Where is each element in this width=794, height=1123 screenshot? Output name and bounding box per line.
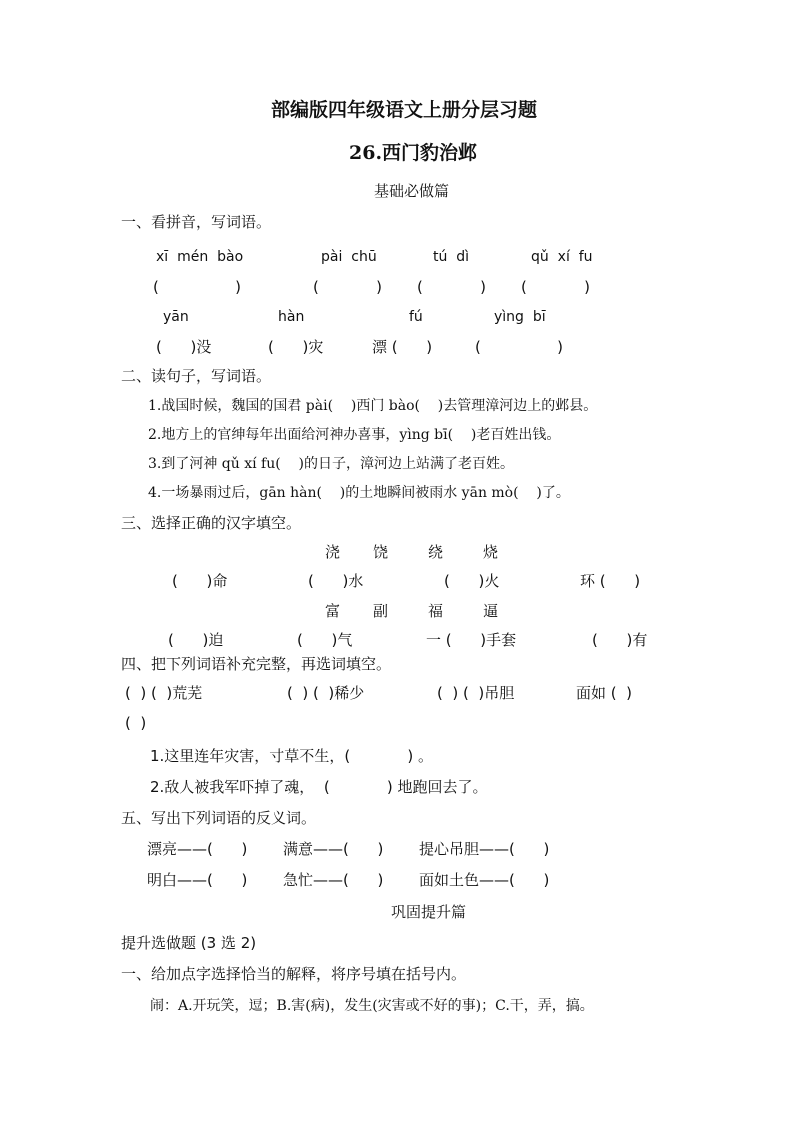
section-1-heading: 一、看拼音，写词语。 bbox=[121, 213, 272, 231]
sentence-item: 1.战国时候，魏国的国君 pài( )西门 bào( )去管理漳河边上的邺县。 bbox=[148, 398, 598, 414]
char-choice: 烧 bbox=[483, 543, 499, 561]
answer-blank[interactable]: ( )没 bbox=[156, 338, 212, 356]
sentence-item: 3.到了河神 qǔ xí fu( )的日子，漳河边上站满了老百姓。 bbox=[148, 456, 514, 472]
pinyin-row-2-item: hàn bbox=[278, 309, 305, 325]
pinyin-row-1-item: pài chū bbox=[321, 249, 377, 265]
char-choice: 副 bbox=[373, 602, 389, 620]
answer-blank[interactable]: ( )命 bbox=[172, 572, 228, 590]
level-improve-heading: 巩固提升篇 bbox=[391, 903, 467, 921]
idiom-blank[interactable]: ( ) ( )荒芜 bbox=[125, 684, 203, 702]
pinyin-row-2-item: fú bbox=[409, 309, 423, 325]
answer-blank[interactable]: ( ) bbox=[313, 278, 382, 296]
answer-blank[interactable]: 一 ( )手套 bbox=[426, 631, 517, 649]
answer-blank[interactable]: ( )水 bbox=[308, 572, 364, 590]
sentence-item: 2.地方上的官绅每年出面给河神办喜事，yìng bī( )老百姓出钱。 bbox=[148, 427, 561, 443]
fill-sentence: 2.敌人被我军吓掉了魂， ( ) 地跑回去了。 bbox=[150, 778, 488, 796]
idiom-blank[interactable]: 面如 ( ) bbox=[576, 684, 633, 702]
improve-definition: 闹：A.开玩笑，逗；B.害(病)，发生(灾害或不好的事)；C.干，弄，搞。 bbox=[150, 998, 594, 1014]
answer-blank[interactable]: 环 ( ) bbox=[580, 572, 641, 590]
antonym-item[interactable]: 满意——( ) bbox=[283, 840, 384, 858]
improve-question-1: 一、给加点字选择恰当的解释，将序号填在括号内。 bbox=[121, 965, 467, 983]
answer-blank[interactable]: 漂 ( ) bbox=[372, 338, 433, 356]
char-choice: 浇 bbox=[325, 543, 341, 561]
section-5-heading: 五、写出下列词语的反义词。 bbox=[121, 809, 317, 827]
section-3-heading: 三、选择正确的汉字填空。 bbox=[121, 514, 302, 532]
improve-heading: 提升选做题 (3 选 2) bbox=[121, 934, 257, 952]
section-2-heading: 二、读句子，写词语。 bbox=[121, 367, 272, 385]
pinyin-row-1-item: xī mén bào bbox=[156, 249, 244, 265]
answer-blank[interactable]: ( ) bbox=[153, 278, 241, 296]
answer-blank[interactable]: ( ) bbox=[417, 278, 486, 296]
antonym-item[interactable]: 提心吊胆——( ) bbox=[419, 840, 550, 858]
char-choice: 富 bbox=[325, 602, 341, 620]
antonym-item[interactable]: 漂亮——( ) bbox=[147, 840, 248, 858]
pinyin-row-1-item: tú dì bbox=[433, 249, 470, 265]
idiom-blank[interactable]: ( ) ( )吊胆 bbox=[437, 684, 515, 702]
antonym-item[interactable]: 面如土色——( ) bbox=[419, 871, 550, 889]
lesson-title: 26.西门豹治邺 bbox=[349, 142, 478, 164]
section-4-heading: 四、把下列词语补充完整，再选词填空。 bbox=[121, 655, 392, 673]
fill-sentence: 1.这里连年灾害，寸草不生，( ) 。 bbox=[150, 747, 434, 765]
char-choice: 逼 bbox=[483, 602, 499, 620]
char-choice: 福 bbox=[428, 602, 444, 620]
answer-blank[interactable]: ( )灾 bbox=[268, 338, 324, 356]
char-choice: 绕 bbox=[428, 543, 444, 561]
level-basic-heading: 基础必做篇 bbox=[374, 182, 450, 200]
answer-blank[interactable]: ( )火 bbox=[444, 572, 500, 590]
pinyin-row-1-item: qǔ xí fu bbox=[531, 249, 593, 265]
idiom-blank[interactable]: ( ) bbox=[125, 714, 147, 732]
pinyin-row-2-item: yān bbox=[163, 309, 189, 325]
char-choice: 饶 bbox=[373, 543, 389, 561]
pinyin-row-2-item: yìng bī bbox=[494, 309, 546, 325]
answer-blank[interactable]: ( )迫 bbox=[168, 631, 224, 649]
antonym-item[interactable]: 明白——( ) bbox=[147, 871, 248, 889]
antonym-item[interactable]: 急忙——( ) bbox=[283, 871, 384, 889]
answer-blank[interactable]: ( )有 bbox=[592, 631, 648, 649]
sentence-item: 4.一场暴雨过后，gān hàn( )的土地瞬间被雨水 yān mò( )了。 bbox=[148, 485, 570, 501]
idiom-blank[interactable]: ( ) ( )稀少 bbox=[287, 684, 365, 702]
answer-blank[interactable]: ( ) bbox=[475, 338, 563, 356]
answer-blank[interactable]: ( )气 bbox=[297, 631, 353, 649]
answer-blank[interactable]: ( ) bbox=[521, 278, 590, 296]
worksheet-title: 部编版四年级语文上册分层习题 bbox=[271, 99, 538, 121]
